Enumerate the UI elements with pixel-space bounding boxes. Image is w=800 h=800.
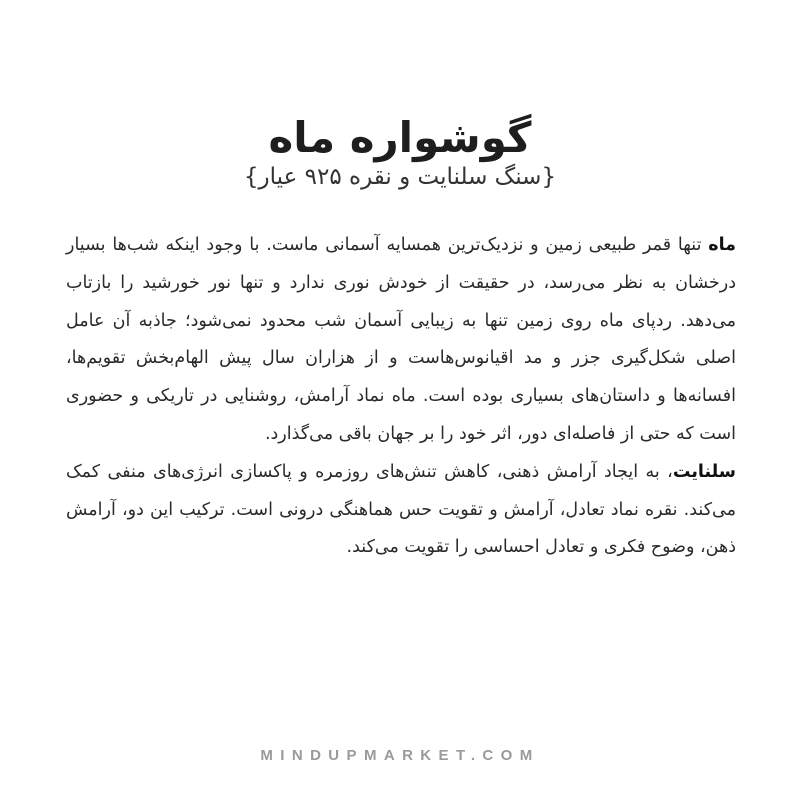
paragraph-term: ماه [708, 235, 736, 255]
paragraph-term: سلنایت [672, 461, 736, 482]
paragraph-text: ، به ایجاد آرامش ذهنی، کاهش تنش‌های روزمره و پاکسازی انرژی‌های منفی کمک می‌کند. نقره نماد تعادل، آرامش و تقویت حس هماهنگی درونی است. ترکیب این دو، آرامش ذهن، وضوح فکری و تعادل احساسی را تقویت می‌کند. [66, 461, 736, 558]
paragraph-selenite [66, 454, 736, 567]
page-title: گوشواره ماه [268, 113, 532, 163]
paragraph-moon [66, 227, 736, 454]
page-subtitle: {سنگ سلنایت و نقره ۹۲۵ عیار} [243, 164, 557, 190]
paragraph-text: تنها قمر طبیعی زمین و نزدیک‌ترین همسایه آسمانی ماست. با وجود اینکه شب‌ها بسیار درخشان به نظر می‌رسد، در حقیقت از خودش نوری ندارد و تنها نور خورشید را بازتاب می‌دهد. ردپای ماه روی زمین تنها به زیبایی آسمان شب محدود نمی‌شود؛ جاذبه آن عامل اصلی شکل‌گیری جزر و مد اقیانوس‌هاست و از هزاران سال پیش الهام‌بخش تقویم‌ها، افسانه‌ها و داستان‌های بسیاری بوده است. ماه نماد آرامش، روشنایی در تاریکی و حضوری است که حتی از فاصله‌ای دور، اثر خود را بر جهان باقی می‌گذارد. [66, 235, 736, 444]
description-body [66, 227, 736, 567]
website-footer: MINDUPMARKET.COM [260, 747, 540, 764]
